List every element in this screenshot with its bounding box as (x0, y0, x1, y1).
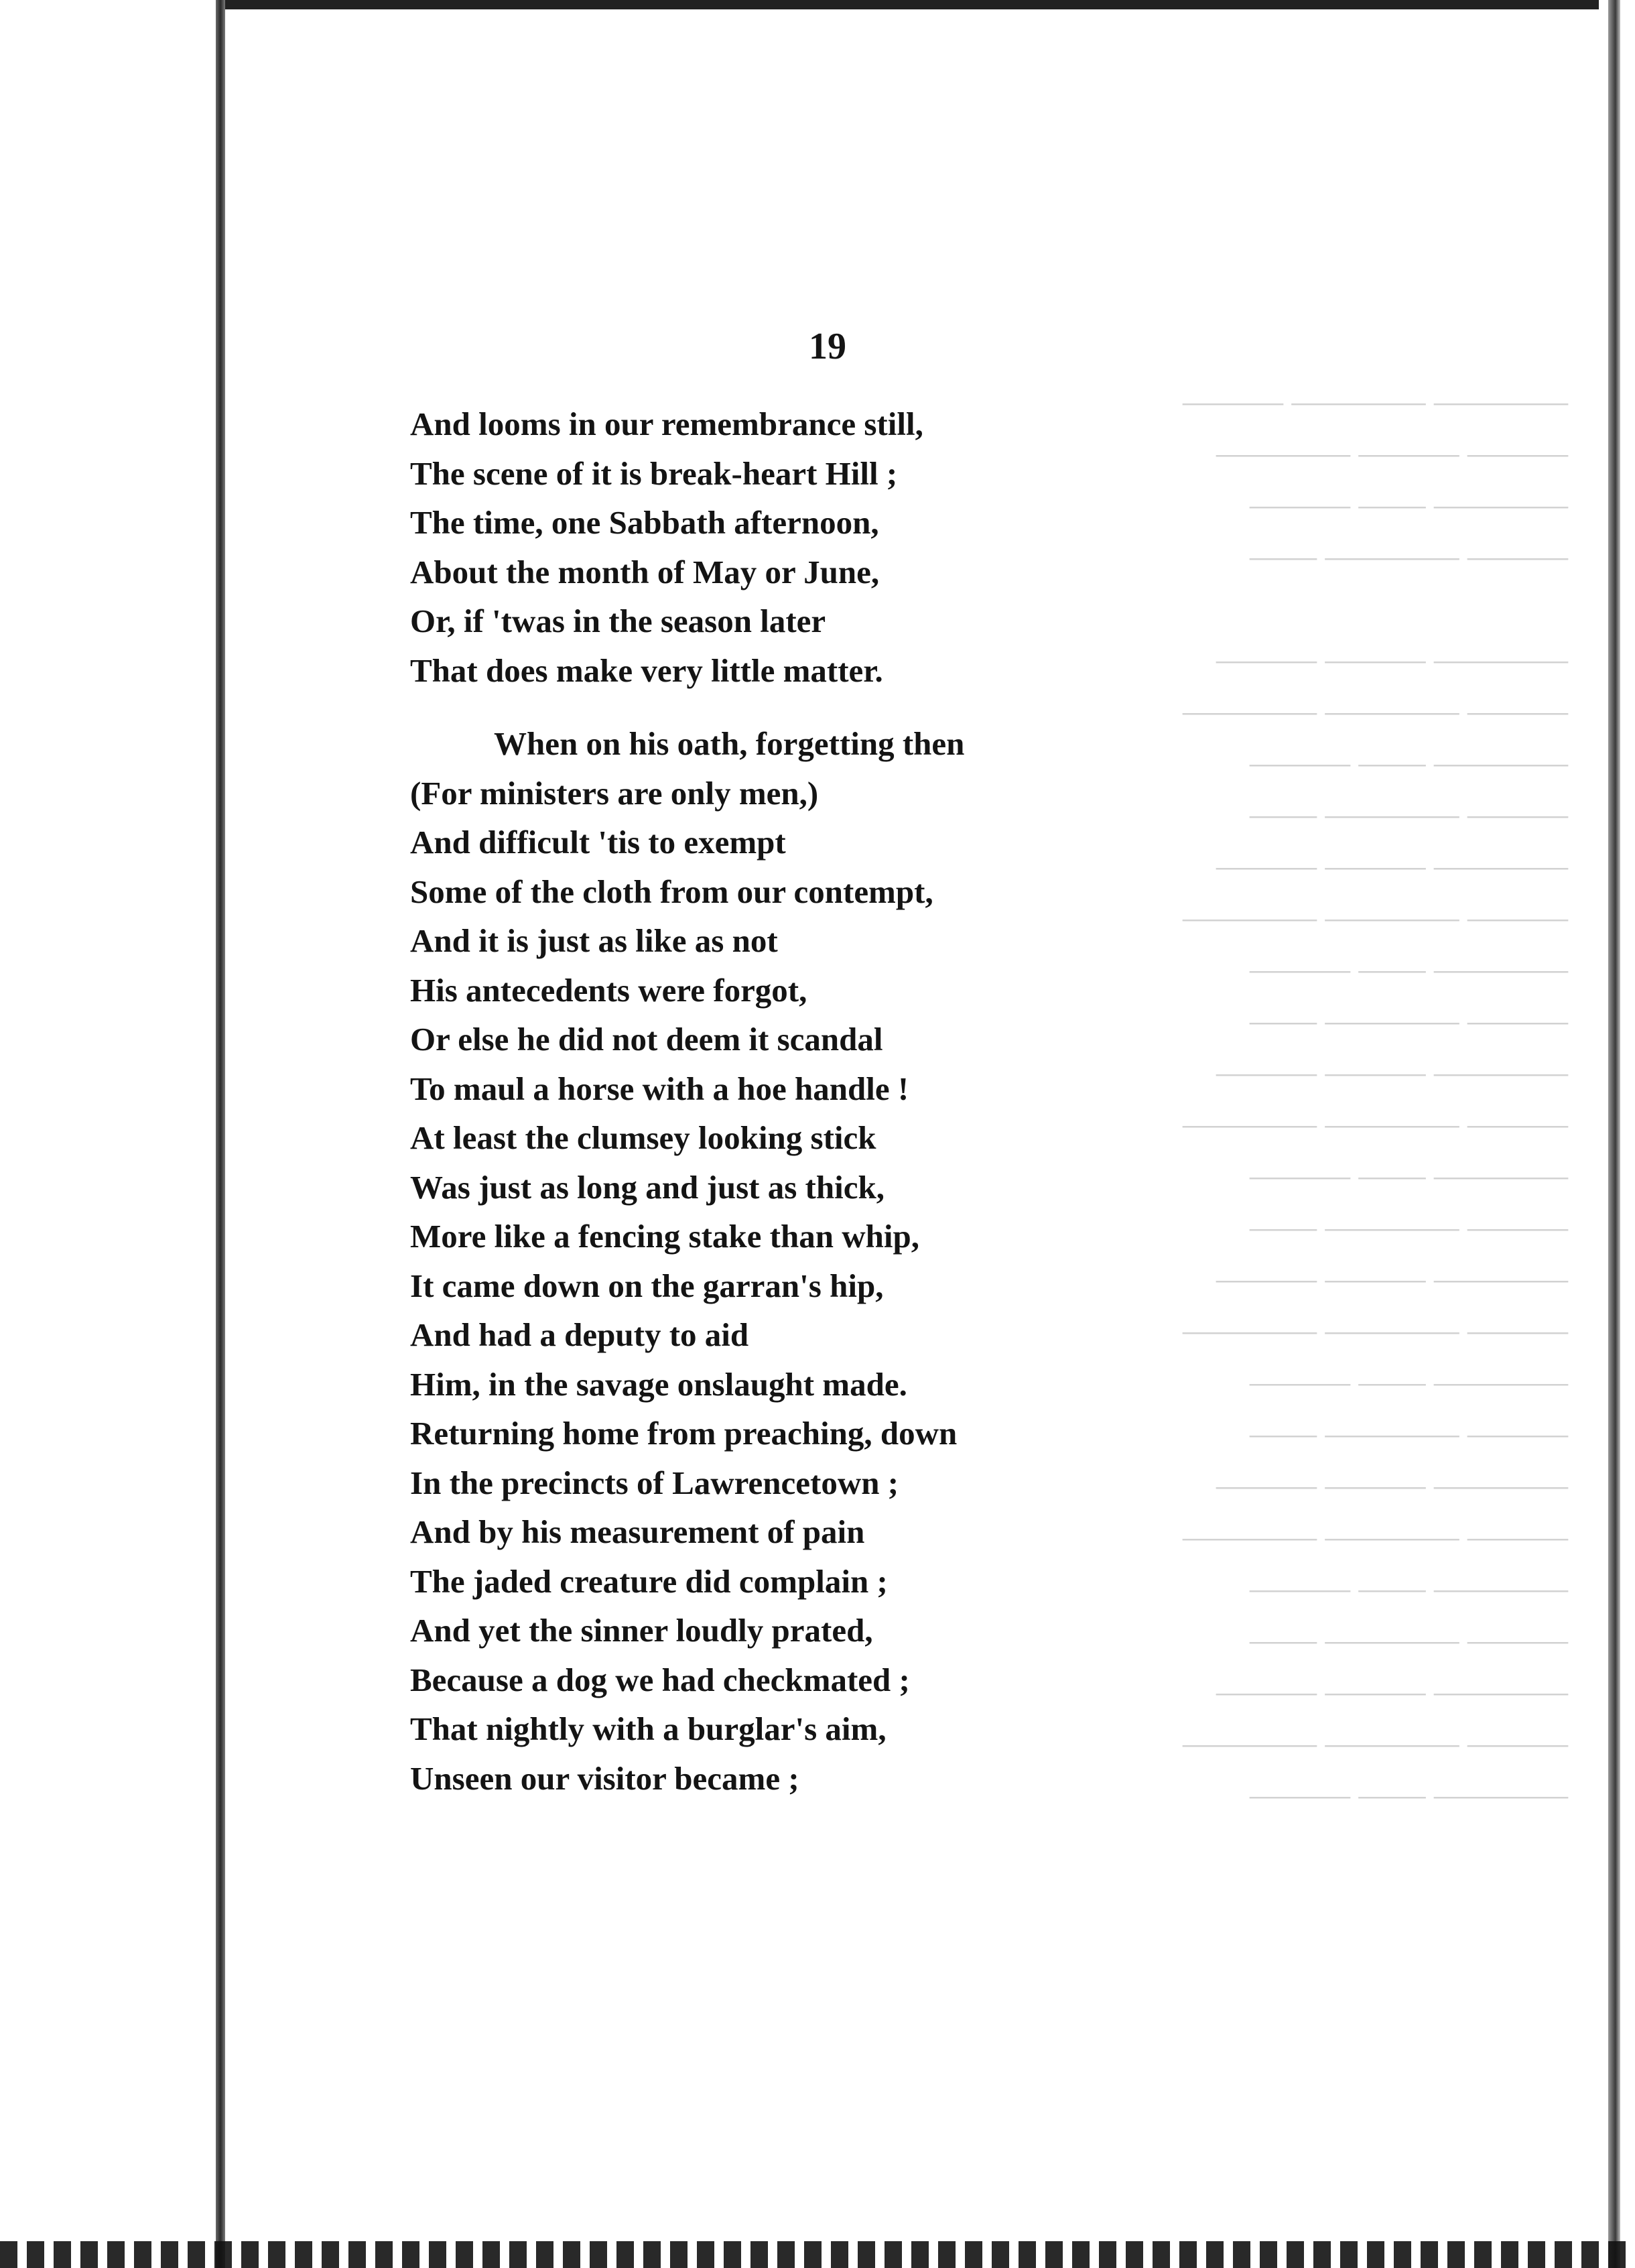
poem-line: The time, one Sabbath afternoon, (410, 504, 879, 541)
poem-line: And by his measurement of pain (410, 1513, 865, 1550)
poem-line: Unseen our visitor became ; (410, 1759, 799, 1797)
bleed-through-texture: ———— ———— ——— ——— ——— ———— ———— —— ——— ——— ———— —— ———— ——— ——— ——— ———— ———— ———— —— ——— ——— ———— —— ———— ——— ——— ——— ———— ———— ———— —— ——— ——— ———— —— ———— ——— ——— ——— ———— ———— ———— —— ——— ——— ———— —— ———— ——— ——— ——— ———— ———— ———— —— ——— ——— ———— —— ———— ——— ——— ——— ———— ———— ———— —— ——— ——— ———— —— ———— ——— ——— ——— ———— ———— ———— —— ——— (1183, 382, 1568, 1813)
poem-line: And yet the sinner loudly prated, (410, 1612, 873, 1649)
top-page-border (225, 0, 1599, 9)
poem-line: That does make very little matter. (410, 651, 883, 689)
poem-body (410, 399, 1281, 1803)
right-page-edge (1608, 0, 1620, 2268)
stanza-2 (410, 719, 1281, 1803)
poem-line: More like a fencing stake than whip, (410, 1218, 919, 1255)
poem-line: Him, in the savage onslaught made. (410, 1365, 907, 1403)
poem-line: And it is just as like as not (410, 922, 778, 959)
binding-edge (216, 0, 225, 2268)
poem-line: Returning home from preaching, down (410, 1415, 958, 1452)
poem-line: Or else he did not deem it scandal (410, 1021, 883, 1058)
stanza-1 (410, 399, 1281, 695)
poem-line: About the month of May or June, (410, 553, 880, 590)
poem-line: His antecedents were forgot, (410, 971, 807, 1009)
poem-line: Was just as long and just as thick, (410, 1168, 885, 1206)
poem-line: And looms in our remembrance still, (410, 405, 923, 442)
poem-line: The scene of it is break-heart Hill ; (410, 454, 898, 492)
page-number: 19 (809, 326, 846, 367)
poem-line: Some of the cloth from our contempt, (410, 873, 933, 910)
poem-line: (For ministers are only men,) (410, 774, 819, 812)
poem-line: In the precincts of Lawrencetown ; (410, 1464, 899, 1501)
scan-strip (0, 2241, 1635, 2268)
poem-line: At least the clumsey looking stick (410, 1119, 876, 1156)
poem-line: That nightly with a burglar's aim, (410, 1710, 887, 1747)
poem-line: When on his oath, forgetting then (494, 725, 965, 762)
poem-line: Because a dog we had checkmated ; (410, 1661, 910, 1698)
poem-line: To maul a horse with a hoe handle ! (410, 1070, 909, 1107)
poem-line: It came down on the garran's hip, (410, 1267, 884, 1304)
poem-line: And difficult 'tis to exempt (410, 824, 786, 861)
poem-line: The jaded creature did complain ; (410, 1562, 888, 1600)
poem-line: Or, if 'twas in the season later (410, 603, 826, 639)
poem-line: And had a deputy to aid (410, 1316, 749, 1353)
